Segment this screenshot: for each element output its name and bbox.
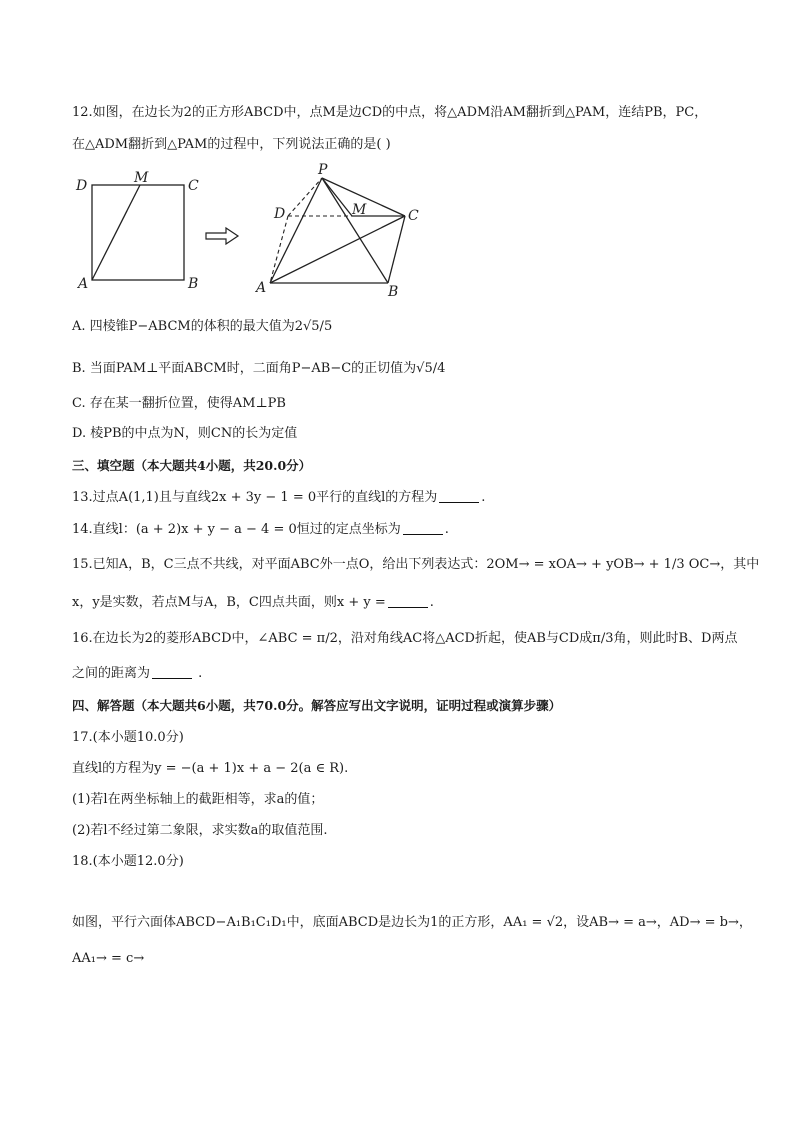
q13: 13.过点A(1,1)且与直线2x + 3y − 1 = 0平行的直线l的方程为 . xyxy=(72,490,486,505)
label-b-right: B xyxy=(388,284,399,300)
q17-part1: (1)若l在两坐标轴上的截距相等，求a的值； xyxy=(72,792,324,807)
q12-option-c: C. 存在某一翻折位置，使得AM⊥PB xyxy=(72,396,286,411)
q15-line2: x，y是实数，若点M与A，B，C四点共面，则x + y = . xyxy=(72,595,434,610)
folded-figure xyxy=(254,162,419,300)
q17-part2: (2)若l不经过第二象限，求实数a的取值范围. xyxy=(72,823,328,838)
q14: 14.直线l：(a + 2)x + y − a − 4 = 0恒过的定点坐标为 . xyxy=(72,522,449,537)
q16-line1: 16.在边长为2的菱形ABCD中，∠ABC = π/2，沿对角线AC将△ACD折起，使AB与CD成π/3角，则此时B、D两点 xyxy=(72,631,738,646)
label-a-left: A xyxy=(78,276,89,292)
q15-answer-blank xyxy=(388,595,428,608)
section-3-heading: 三、填空题（本大题共4小题，共20.0分） xyxy=(72,458,312,473)
q12-option-a: A. 四棱锥P−ABCM的体积的最大值为2√5/5 xyxy=(72,319,333,334)
q15-line2-text: x，y是实数，若点M与A，B，C四点共面，则x + y = xyxy=(72,595,386,610)
q16-line2-text: 之间的距离为 xyxy=(72,666,151,681)
q13-answer-blank xyxy=(439,490,479,503)
label-b-left: B xyxy=(188,276,199,292)
label-c-left: C xyxy=(188,178,199,194)
q12-stem-line2: 在△ADM翻折到△PAM的过程中，下列说法正确的是( ) xyxy=(72,137,391,152)
q14-answer-blank xyxy=(403,522,443,535)
q13-text: 13.过点A(1,1)且与直线2x + 3y − 1 = 0平行的直线l的方程为 xyxy=(72,490,438,505)
label-c-right: C xyxy=(408,208,419,224)
q18-title: 18.(本小题12.0分) xyxy=(72,854,184,869)
label-m-right: M xyxy=(352,202,367,218)
section-4-heading: 四、解答题（本大题共6小题，共70.0分。解答应写出文字说明，证明过程或演算步骤） xyxy=(72,698,562,713)
q18-line1: 如图，平行六面体ABCD−A₁B₁C₁D₁中，底面ABCD是边长为1的正方形，AA₁ = √2，设AB→ = a→，AD→ = b→， xyxy=(72,915,752,930)
label-a-right: A xyxy=(256,280,267,296)
q16-answer-blank xyxy=(152,666,192,679)
q14-text: 14.直线l：(a + 2)x + y − a − 4 = 0恒过的定点坐标为 xyxy=(72,522,401,537)
q17-title: 17.(本小题10.0分) xyxy=(72,730,184,745)
q18-line2: AA₁→ = c→ xyxy=(72,951,145,966)
label-m-left: M xyxy=(134,170,149,186)
square-figure xyxy=(75,170,199,292)
q15-line1: 15.已知A，B，C三点不共线，对平面ABC外一点O，给出下列表达式：2OM→ = xOA→ + yOB→ + 1/3 OC→，其中 xyxy=(72,557,760,572)
label-d-left: D xyxy=(76,178,88,194)
q12-option-b: B. 当面PAM⊥平面ABCM时，二面角P−AB−C的正切值为√5/4 xyxy=(72,361,446,376)
q12-option-d: D. 棱PB的中点为N，则CN的长为定值 xyxy=(72,426,298,441)
q12-figure xyxy=(60,160,440,300)
label-d-right: D xyxy=(274,206,286,222)
fold-arrow-icon xyxy=(206,228,238,244)
label-p-right: P xyxy=(318,162,328,178)
q12-stem-line1: 12.如图，在边长为2的正方形ABCD中，点M是边CD的中点，将△ADM沿AM翻折到△PAM，连结PB，PC， xyxy=(72,105,708,120)
q16-line2: 之间的距离为 . xyxy=(72,666,203,681)
q17-stem: 直线l的方程为y = −(a + 1)x + a − 2(a ∈ R). xyxy=(72,761,349,776)
